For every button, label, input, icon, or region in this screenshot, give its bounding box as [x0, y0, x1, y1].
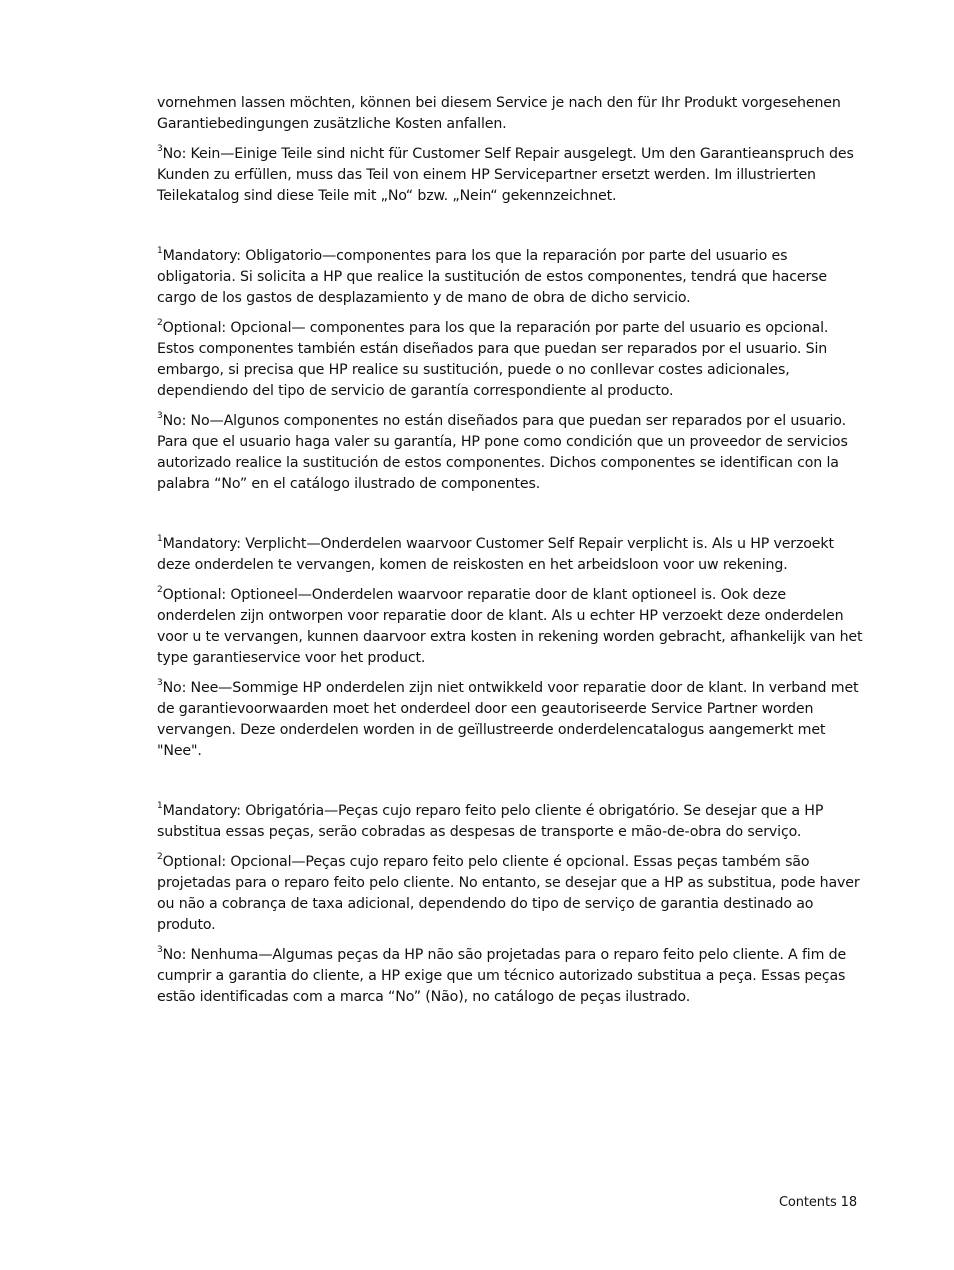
footnote-marker: 1 [157, 534, 163, 545]
footnote-marker: 3 [157, 678, 163, 689]
footnote-marker: 3 [157, 144, 163, 155]
spanish-note-3 [157, 411, 869, 495]
german-note-3 [157, 144, 869, 207]
document-body [157, 93, 869, 1017]
note-text: No: Nenhuma—Algumas peças da HP não são projetadas para o reparo feito pelo cliente. A fim de cumprir a garantia do cliente, a HP exige que um técnico autorizado substitua a peça. Essas peças estão identificadas com a marca “No” (Não), no catálogo de peças ilustrado. [157, 947, 847, 1005]
note-text: Mandatory: Obligatorio—componentes para los que la reparación por parte del usuario es obligatoria. Si solicita a HP que realice la sustitución de estos componentes, tendrá que hacerse cargo de los gastos de desplazamiento y de mano de obra de dicho servicio. [157, 248, 827, 306]
dutch-note-3 [157, 678, 869, 762]
spanish-section [157, 246, 869, 495]
section-spacer [157, 504, 869, 534]
dutch-section [157, 534, 869, 762]
german-section [157, 93, 869, 207]
page-footer: Contents 18 [778, 1195, 857, 1210]
footnote-marker: 1 [157, 246, 163, 257]
section-spacer [157, 216, 869, 246]
portuguese-note-3 [157, 945, 869, 1008]
note-text: Mandatory: Obrigatória—Peças cujo reparo feito pelo cliente é obrigatório. Se desejar que a HP substitua essas peças, serão cobradas as despesas de transporte e mão-de-obra do serviço. [157, 803, 824, 840]
footnote-marker: 1 [157, 801, 163, 812]
note-text: Optional: Optioneel—Onderdelen waarvoor reparatie door de klant optioneel is. Ook deze onderdelen zijn ontworpen voor reparatie door de klant. Als u echter HP verzoekt deze onderdelen voor u te vervangen, kunnen daarvoor extra kosten in rekening worden gebracht, afhankelijk van het type garantieservice voor het product. [157, 587, 863, 666]
footnote-marker: 3 [157, 411, 163, 422]
spanish-note-2 [157, 318, 869, 402]
dutch-note-1 [157, 534, 869, 576]
footnote-marker: 2 [157, 585, 163, 596]
section-spacer [157, 771, 869, 801]
spanish-note-1 [157, 246, 869, 309]
note-text: Optional: Opcional— componentes para los que la reparación por parte del usuario es opcional. Estos componentes también están diseñados para que puedan ser reparados por el usuario. Sin embargo, si precisa que HP realice su sustitución, puede o no conllevar costes adicionales, dependiendo del tipo de servicio de garantía correspondiente al producto. [157, 320, 829, 399]
note-text: Mandatory: Verplicht—Onderdelen waarvoor Customer Self Repair verplicht is. Als u HP verzoekt deze onderdelen te vervangen, komen de reiskosten en het arbeidsloon voor uw rekening. [157, 536, 834, 573]
portuguese-note-2 [157, 852, 869, 936]
portuguese-note-1 [157, 801, 869, 843]
note-text: No: Kein—Einige Teile sind nicht für Customer Self Repair ausgelegt. Um den Garantieanspruch des Kunden zu erfüllen, muss das Teil von einem HP Servicepartner ersetzt werden. Im illustrierten Teilekatalog sind diese Teile mit „No“ bzw. „Nein“ gekennzeichnet. [157, 146, 854, 204]
note-text: No: Nee—Sommige HP onderdelen zijn niet ontwikkeld voor reparatie door de klant. In verband met de garantievoorwaarden moet het onderdeel door een geautoriseerde Service Partner worden vervangen. Deze onderdelen worden in de geïllustreerde onderdelencatalogus aangemerkt met "Nee". [157, 680, 859, 759]
portuguese-section [157, 801, 869, 1008]
note-text: No: No—Algunos componentes no están diseñados para que puedan ser reparados por el usuario. Para que el usuario haga valer su garantía, HP pone como condición que un proveedor de servicios autorizado realice la sustitución de estos componentes. Dichos componentes se identifican con la palabra “No” en el catálogo ilustrado de componentes. [157, 413, 848, 492]
note-text: Optional: Opcional—Peças cujo reparo feito pelo cliente é opcional. Essas peças também são projetadas para o reparo feito pelo cliente. No entanto, se desejar que a HP as substitua, pode haver ou não a cobrança de taxa adicional, dependendo do tipo de serviço de garantia destinado ao produto. [157, 854, 860, 933]
footnote-marker: 2 [157, 852, 163, 863]
footnote-marker: 3 [157, 945, 163, 956]
footnote-marker: 2 [157, 318, 163, 329]
dutch-note-2 [157, 585, 869, 669]
german-continuation: vornehmen lassen möchten, können bei diesem Service je nach den für Ihr Produkt vorgesehenen Garantiebedingungen zusätzliche Kosten anfallen. [157, 95, 841, 132]
